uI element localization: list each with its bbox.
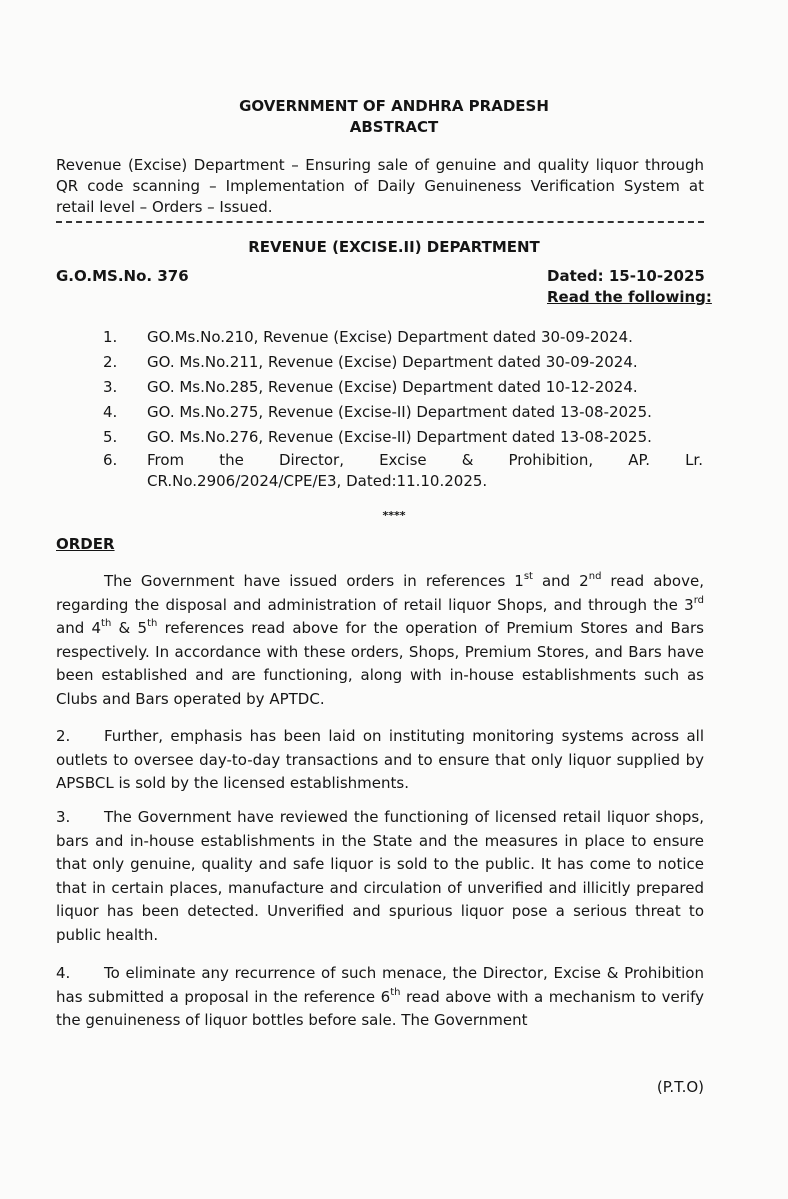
read-following-heading: Read the following:: [547, 288, 712, 306]
reference-text-line: From the Director, Excise & Prohibition, AP. Lr.: [147, 451, 703, 469]
superscript: st: [523, 571, 533, 582]
text-run: read above, regarding the disposal and administration of retail liquor Shops, and through the 3: [56, 572, 704, 614]
reference-text-line: CR.No.2906/2024/CPE/E3, Dated:11.10.2025.: [147, 472, 488, 490]
superscript: rd: [693, 594, 704, 606]
order-heading: ORDER: [56, 535, 115, 553]
text-run: To eliminate any recurrence of such menace, the Director, Excise & Prohibition has submitted a proposal in the reference 6: [56, 964, 704, 1006]
superscript: th: [390, 986, 401, 998]
reference-text: GO.Ms.No.210, Revenue (Excise) Department dated 30-09-2024.: [147, 328, 633, 346]
paragraph-2: [56, 725, 704, 796]
dated-label: Dated: 15-10-2025: [547, 267, 705, 285]
reference-item: [103, 425, 703, 450]
department-title: REVENUE (EXCISE.II) DEPARTMENT: [248, 238, 540, 256]
subject-text: Revenue (Excise) Department – Ensuring sale of genuine and quality liquor through QR code scanning – Implementation of Daily Genuineness Verification System at retail level – Orders – Issued.: [56, 156, 704, 216]
paragraph-4: [56, 962, 704, 1033]
reference-number: 5.: [103, 428, 118, 446]
dashed-separator: [56, 221, 704, 225]
reference-item: [103, 325, 703, 350]
text-run: The Government have issued orders in references 1: [104, 572, 524, 590]
text-run: read above with a mechanism to verify the genuineness of liquor bottles before sale. The Government: [56, 987, 704, 1029]
reference-item: [103, 400, 703, 425]
go-number: G.O.MS.No. 376: [56, 267, 189, 285]
reference-item: [103, 350, 703, 375]
references-list: [103, 325, 703, 498]
abstract-title: ABSTRACT: [349, 118, 439, 136]
paragraph-number: 2.: [56, 727, 71, 745]
reference-text: GO. Ms.No.285, Revenue (Excise) Department dated 10-12-2024.: [147, 378, 638, 396]
paragraph-text: The Government have reviewed the functioning of licensed retail liquor shops, bars and in-house establishments in the State and the measures in place to ensure that only genuine, quality and safe liquor is sold to the public. It has come to notice that in certain places, manufacture and circulation of unverified and illicitly prepared liquor has been detected. Unverified and spurious liquor pose a serious threat to public health.: [56, 808, 704, 944]
star-separator: ****: [382, 509, 406, 522]
reference-number: 1.: [103, 328, 118, 346]
reference-text: GO. Ms.No.276, Revenue (Excise-II) Department dated 13-08-2025.: [147, 428, 652, 446]
text-run: & 5: [111, 619, 148, 637]
reference-number: 3.: [103, 378, 118, 396]
pto-label: (P.T.O): [656, 1078, 704, 1096]
text-run: and 2: [532, 572, 589, 590]
reference-number: 4.: [103, 403, 118, 421]
reference-number: 6.: [103, 451, 118, 469]
reference-text: GO. Ms.No.211, Revenue (Excise) Department dated 30-09-2024.: [147, 353, 638, 371]
government-title: GOVERNMENT OF ANDHRA PRADESH: [239, 97, 549, 115]
reference-number: 2.: [103, 353, 118, 371]
superscript: th: [101, 618, 112, 629]
paragraph-1: [56, 570, 704, 711]
reference-item: [103, 450, 703, 498]
paragraph-3: [56, 806, 704, 947]
paragraph-number: 4.: [56, 964, 71, 982]
superscript: th: [147, 618, 158, 629]
reference-text: [147, 450, 703, 492]
reference-item: [103, 375, 703, 400]
reference-text: GO. Ms.No.275, Revenue (Excise-II) Department dated 13-08-2025.: [147, 403, 652, 421]
paragraph-number: 3.: [56, 808, 71, 826]
paragraph-text: Further, emphasis has been laid on instituting monitoring systems across all outlets to oversee day-to-day transactions and to ensure that only liquor supplied by APSBCL is sold by the licensed establishments.: [56, 727, 704, 792]
text-run: and 4: [56, 619, 102, 637]
superscript: nd: [588, 571, 602, 582]
text-run: references read above for the operation of Premium Stores and Bars respectively. In accordance with these orders, Shops, Premium Stores, and Bars have been established and are functioning, along with in-house establishments such as Clubs and Bars operated by APTDC.: [56, 619, 704, 708]
